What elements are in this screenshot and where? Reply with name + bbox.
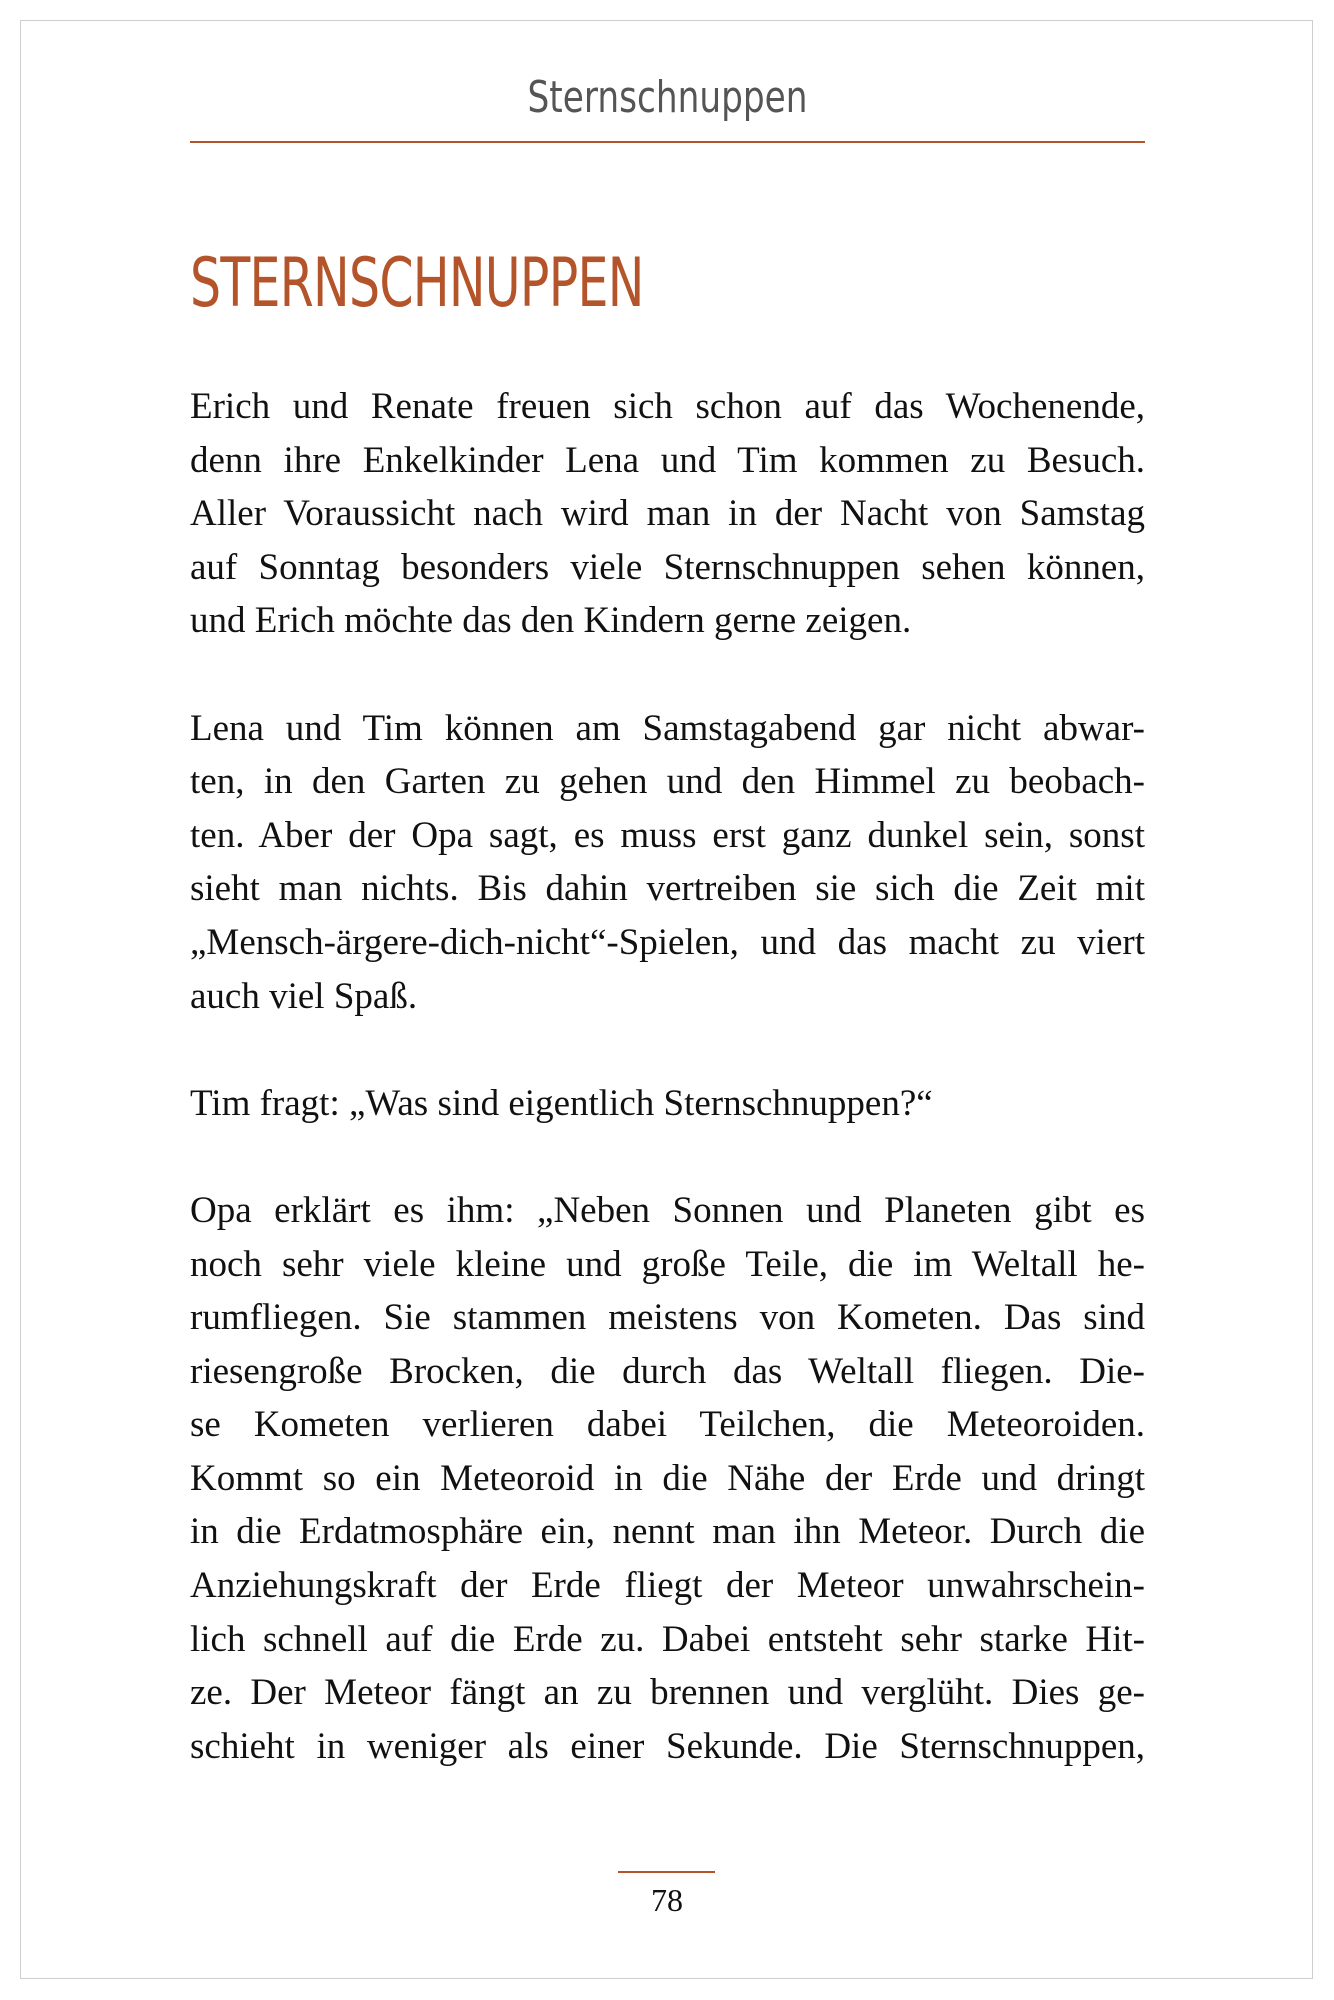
text-line: „Mensch-ärgere-dich-nicht“-Spielen, und das macht zu viert bbox=[190, 921, 1145, 963]
text-line: ze. Der Meteor fängt an zu brennen und verglüht. Dies ge- bbox=[190, 1672, 1145, 1714]
text-line: schieht in weniger als einer Sekunde. Die Sternschnuppen, bbox=[190, 1725, 1145, 1767]
text-line: Opa erklärt es ihm: „Neben Sonnen und Planeten gibt es bbox=[190, 1189, 1145, 1231]
text-line: auf Sonntag besonders viele Sternschnuppen sehen können, bbox=[190, 546, 1145, 588]
text-line: ten, in den Garten zu gehen und den Himmel zu beobach- bbox=[190, 761, 1145, 803]
paragraph-3 bbox=[190, 1077, 1145, 1131]
paragraph-1 bbox=[190, 380, 1145, 648]
text-line: rumfliegen. Sie stammen meistens von Kometen. Das sind bbox=[190, 1297, 1145, 1339]
text-line: Tim fragt: „Was sind eigentlich Sternschnuppen?“ bbox=[190, 1082, 933, 1124]
text-line: in die Erdatmosphäre ein, nennt man ihn Meteor. Durch die bbox=[190, 1511, 1145, 1553]
paragraph-4 bbox=[190, 1184, 1145, 1774]
text-line: und Erich möchte das den Kindern gerne zeigen. bbox=[190, 600, 912, 642]
text-line: sieht man nichts. Bis dahin vertreiben sie sich die Zeit mit bbox=[190, 868, 1145, 910]
text-line: riesengroße Brocken, die durch das Weltall fliegen. Die- bbox=[190, 1350, 1145, 1392]
header-rule bbox=[190, 141, 1145, 143]
paragraph-2 bbox=[190, 702, 1145, 1024]
text-line: Lena und Tim können am Samstagabend gar nicht abwar- bbox=[190, 707, 1145, 749]
text-line: Aller Voraussicht nach wird man in der Nacht von Samstag bbox=[190, 493, 1145, 535]
page-number: 78 bbox=[651, 1882, 683, 1918]
text-line: auch viel Spaß. bbox=[190, 975, 418, 1017]
running-head: Sternschnuppen bbox=[527, 72, 808, 123]
body-text bbox=[190, 380, 1145, 1827]
text-line: Anziehungskraft der Erde fliegt der Meteor unwahrschein- bbox=[190, 1565, 1145, 1607]
text-line: ten. Aber der Opa sagt, es muss erst ganz dunkel sein, sonst bbox=[190, 814, 1145, 856]
text-line: se Kometen verlieren dabei Teilchen, die Meteoroiden. bbox=[190, 1404, 1145, 1446]
text-line: noch sehr viele kleine und große Teile, die im Weltall he- bbox=[190, 1243, 1145, 1285]
footer-rule bbox=[618, 1871, 715, 1873]
text-line: Kommt so ein Meteoroid in die Nähe der Erde und dringt bbox=[190, 1457, 1145, 1499]
text-line: Erich und Renate freuen sich schon auf das Wochenende, bbox=[190, 386, 1145, 427]
text-line: denn ihre Enkelkinder Lena und Tim kommen zu Besuch. bbox=[190, 439, 1145, 481]
text-line: lich schnell auf die Erde zu. Dabei entsteht sehr starke Hit- bbox=[190, 1618, 1145, 1660]
chapter-title: STERNSCHNUPPEN bbox=[190, 244, 644, 323]
